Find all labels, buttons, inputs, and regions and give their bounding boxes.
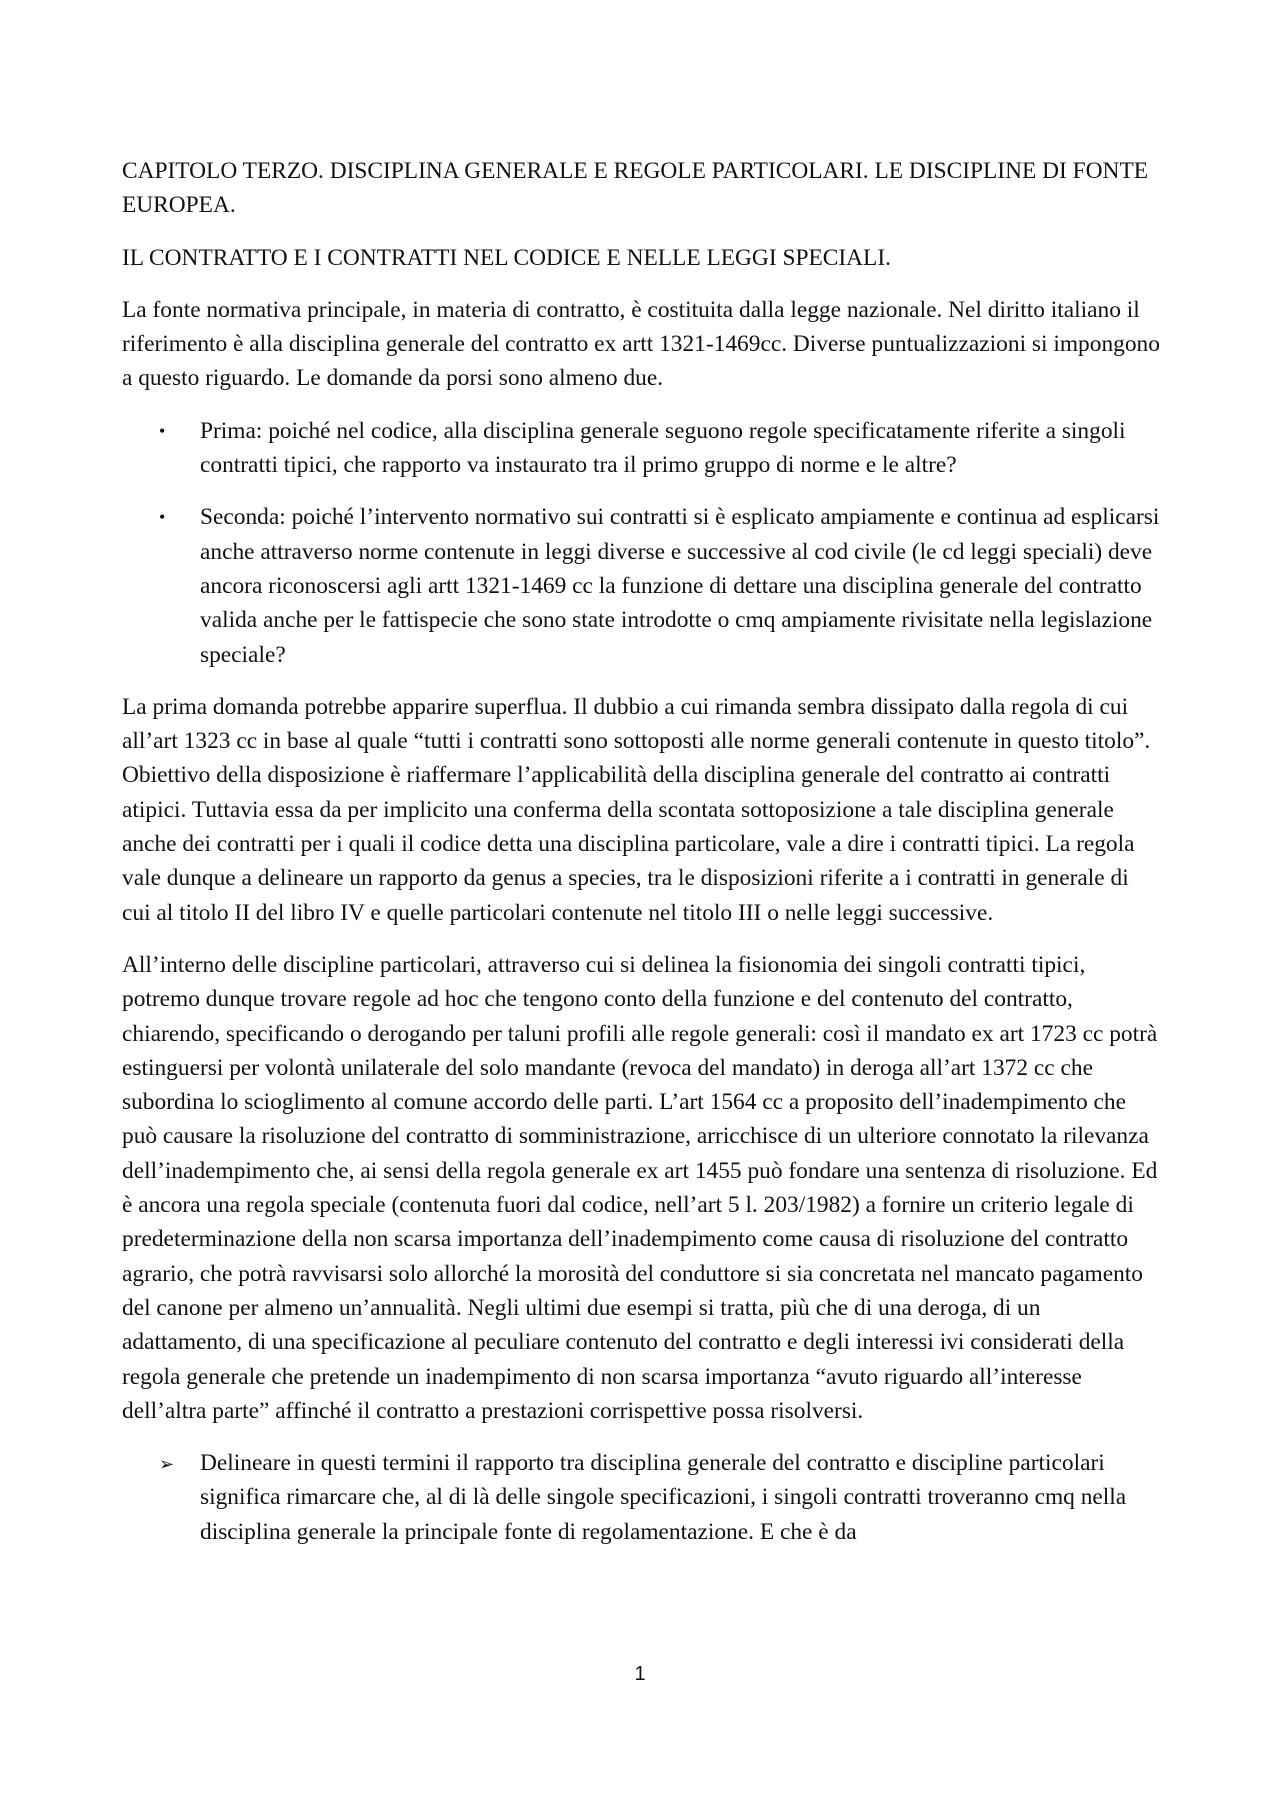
intro-paragraph: La fonte normativa principale, in materia di contratto, è costituita dalla legge nazionale. Nel diritto italiano il riferimento è alla disciplina generale del contratto ex artt 1321-1469cc. Diverse puntualizzazioni si impongono a questo riguardo. Le domande da porsi sono almeno due.	[122, 296, 1160, 392]
list-item	[122, 1446, 1162, 1549]
section-title: IL CONTRATTO E I CONTRATTI NEL CODICE E NELLE LEGGI SPECIALI.	[122, 244, 891, 271]
body-paragraph-3: All’interno delle discipline particolari, attraverso cui si delinea la fisionomia dei singoli contratti tipici, potremo dunque trovare regole ad hoc che tengono conto della funzione e del contenuto del contratto, chiarendo, specificando o derogando per taluni profili alle regole generali: così il mandato ex art 1723 cc potrà estinguersi per volontà unilaterale del solo mandante (revoca del mandato) in deroga all’art 1372 cc che subordina lo scioglimento al comune accordo delle parti. L’art 1564 cc a proposito dell’inadempimento che può causare la risoluzione del contratto di somministrazione, arricchisce di un ulteriore connotato la rilevanza dell’inadempimento che, ai sensi della regola generale ex art 1455 può fondare una sentenza di risoluzione. Ed è ancora una regola speciale (contenuta fuori dal codice, nell’art 5 l. 203/1982) a fornire un criterio legale di predeterminazione della non scarsa importanza dell’inadempimento come causa di risoluzione del contratto agrario, che potrà ravvisarsi solo allorché la morosità del conduttore si sia concretata nel mancato pagamento del canone per almeno un’annualità. Negli ultimi due esempi si tratta, più che di una deroga, di un adattamento, di una specificazione al peculiare contenuto del contratto e degli interessi ivi considerati della regola generale che pretende un inadempimento di non scarsa importanza “avuto riguardo all’interesse dell’altra parte” affinché il contratto a prestazioni corrispettive possa risolversi.	[122, 951, 1158, 1424]
body-paragraph-2: La prima domanda potrebbe apparire superflua. Il dubbio a cui rimanda sembra dissipato dalla regola di cui all’art 1323 cc in base al quale “tutti i contratti sono sottoposti alle norme generali contenute in questo titolo”. Obiettivo della disposizione è riaffermare l’applicabilità della disciplina generale del contratto ai contratti atipici. Tuttavia essa da per implicito una conferma della scontata sottoposizione a tale disciplina generale anche dei contratti per i quali il codice detta una disciplina particolare, vale a dire i contratti tipici. La regola vale dunque a delineare un rapporto da genus a species, tra le disposizioni riferite a i contratti in generale di cui al titolo II del libro IV e quelle particolari contenute nel titolo III o nelle leggi successive.	[122, 693, 1151, 926]
question-first: Prima: poiché nel codice, alla disciplina generale seguono regole specificatamente riferite a singoli contratti tipici, che rapporto va instaurato tra il primo gruppo di norme e le altre?	[200, 417, 1126, 479]
question-second: Seconda: poiché l’intervento normativo sui contratti si è esplicato ampiamente e continua ad esplicarsi anche attraverso norme contenute in leggi diverse e successive al cod civile (le cd leggi speciali) deve ancora riconoscersi agli artt 1321-1469 cc la funzione di dettare una disciplina generale del contratto valida anche per le fattispecie che sono state introdotte o cmq ampiamente rivisitate nella legislazione speciale?	[200, 504, 1160, 668]
chapter-title: CAPITOLO TERZO. DISCIPLINA GENERALE E REGOLE PARTICOLARI. LE DISCIPLINE DI FONTE EUROPEA.	[122, 158, 1149, 219]
list-item	[122, 414, 1162, 483]
bullet-icon: •	[159, 507, 166, 528]
bullet-icon: •	[159, 420, 166, 441]
page-content	[122, 154, 1162, 1567]
page-number: 1	[634, 1663, 646, 1685]
list-item	[122, 500, 1162, 671]
questions-list	[122, 414, 1162, 672]
arrow-list	[122, 1446, 1162, 1549]
arrow-item-text: Delineare in questi termini il rapporto tra disciplina generale del contratto e discipline particolari significa rimarcare che, al di là delle singole specificazioni, i singoli contratti troveranno cmq nella disciplina generale la principale fonte di regolamentazione. E che è da	[200, 1450, 1127, 1545]
arrow-bullet-icon: ➢	[159, 1454, 175, 1476]
